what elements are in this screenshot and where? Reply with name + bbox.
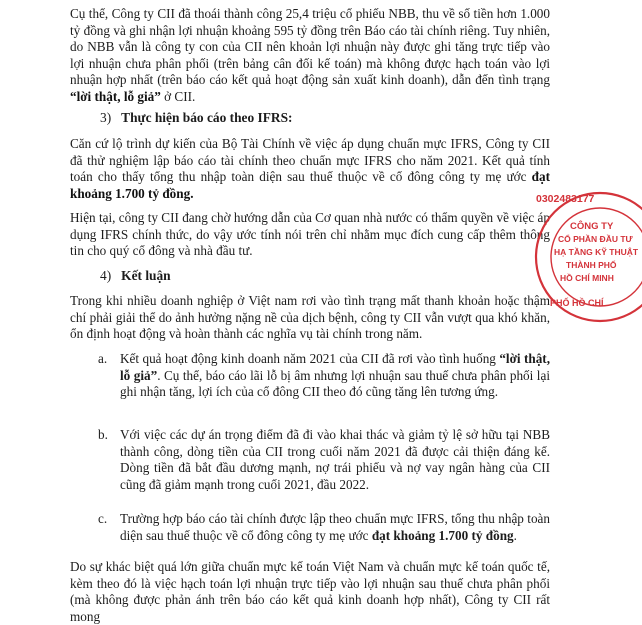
item-c-text: Trường hợp báo cáo tài chính được lập theo chuẩn mực IFRS, tổng thu nhập toàn diện sau thuế thuộc về cổ đông công ty mẹ ước xyxy=(120,511,550,543)
section-4-text: Trong khi nhiều doanh nghiệp ở Việt nam rơi vào tình trạng mất thanh khoản hoặc thậm chí phải giải thể do ảnh hưởng nặng nề của dịch bệnh, công ty CII vẫn vượt qua khó khăn, ổn định hoạt động và hoàn thành các nghĩa vụ tài chính trong năm. xyxy=(70,293,550,342)
stamp-tax-code: 0302483177 xyxy=(536,193,595,205)
section-4-number: 4) xyxy=(100,268,112,283)
section-4-heading xyxy=(100,268,171,284)
intro-text-end: ở CII. xyxy=(160,88,196,104)
item-b-marker: b. xyxy=(98,427,108,442)
stamp-line-5: HỒ CHÍ MINH xyxy=(560,273,614,283)
intro-text: Cụ thể, Công ty CII đã thoái thành công 25,4 triệu cổ phiếu NBB, thu về số tiền hơn 1.000 tỷ đồng và ghi nhận lợi nhuận khoảng 595 tỷ đồng trên Báo cáo tài chính riêng. Tuy nhiên, do NBB vẫn là công ty con của CII nên khoản lợi nhuận này được ghi tăng trực tiếp vào lợi nhuận chưa phân phối (trên bảng cân đối kế toán) mà không được hạch toán vào lợi nhuận hợp nhất (trên báo cáo kết quả hoạt động sản xuất kinh doanh), dẫn đến tình trạng xyxy=(70,6,550,88)
stamp-line-1: CÔNG TY xyxy=(570,221,614,232)
stamp-line-4: THÀNH PHỐ xyxy=(566,260,617,270)
item-a-marker: a. xyxy=(98,351,108,366)
section-3-paragraph-2 xyxy=(70,210,550,260)
section-3-text-2: Hiện tại, công ty CII đang chờ hướng dẫn của Cơ quan nhà nước có thẩm quyền về việc áp dụng IFRS chính thức, do vậy ước tính nói trên chỉ nhằm mục đích cung cấp thêm thông tin cho quý cổ đông và nhà đầu tư. xyxy=(70,210,550,259)
section-3-heading xyxy=(100,110,293,126)
section-3-text: Căn cứ lộ trình dự kiến của Bộ Tài Chính về việc áp dụng chuẩn mực IFRS, Công ty CII đã thử nghiệm lập báo cáo tài chính theo chuẩn mực IFRS cho năm 2021. Kết quả tính toán cho thấy tổng thu nhập toàn diện sau thuế thuộc về cổ đông công ty mẹ ước xyxy=(70,136,550,185)
section-3-number: 3) xyxy=(100,110,112,125)
item-a-text-end: . Cụ thể, báo cáo lãi lỗ bị âm nhưng lợi nhuận sau thuế chưa phân phối lại ghi nhận tăng, lợi ích của cổ đông CII theo đó cũng tăng lên tương ứng. xyxy=(120,367,550,400)
section-3-paragraph-1 xyxy=(70,136,550,202)
section-3-title: Thực hiện báo cáo theo IFRS: xyxy=(121,110,293,125)
stamp-line-2: CỔ PHẦN ĐẦU TƯ xyxy=(558,234,633,244)
intro-bold-text: “lời thật, lỗ giả” xyxy=(70,88,161,104)
item-c-text-end: . xyxy=(513,527,517,543)
stamp-line-3: HẠ TẦNG KỸ THUẬT xyxy=(554,247,639,257)
item-c-marker: c. xyxy=(98,511,108,526)
item-b-text: Với việc các dự án trọng điểm đã đi vào khai thác và giảm tỷ lệ sở hữu tại NBB thành công, dòng tiền của CII trong cuối năm 2021 đã được cải thiện đáng kể. Dòng tiền đã bắt đầu dương mạnh, nợ trái phiếu và nợ vay ngân hàng của CII cũng đã giảm mạnh trong cuối 2021, đầu 2022. xyxy=(120,427,550,492)
stamp-bottom-text: PHỐ HỒ CHÍ xyxy=(550,298,604,308)
section-3-bold-text: đạt khoảng 1.700 tỷ đồng. xyxy=(70,169,550,201)
intro-paragraph xyxy=(70,6,550,106)
closing-text: Do sự khác biệt quá lớn giữa chuẩn mực kế toán Việt Nam và chuẩn mực kế toán quốc tế, kèm theo đó là việc hạch toán lợi nhuận trực tiếp vào lợi nhuận sau thuế chưa phân phối (mà không được phản ánh trên báo cáo kết quả kinh doanh hợp nhất), Công ty CII rất mong xyxy=(70,559,550,624)
item-a-bold: “lời thật, lỗ giả” xyxy=(120,351,550,383)
conclusion-item-c xyxy=(98,511,550,544)
company-stamp xyxy=(532,182,642,332)
item-a-text: Kết quả hoạt động kinh doanh năm 2021 của CII đã rơi vào tình huống xyxy=(120,351,500,366)
section-4-title: Kết luận xyxy=(121,268,171,283)
conclusion-item-b xyxy=(98,427,550,493)
item-c-bold: đạt khoảng 1.700 tỷ đồng xyxy=(371,527,514,543)
closing-paragraph xyxy=(70,559,550,625)
section-4-paragraph-1 xyxy=(70,293,550,343)
conclusion-item-a xyxy=(98,351,550,401)
